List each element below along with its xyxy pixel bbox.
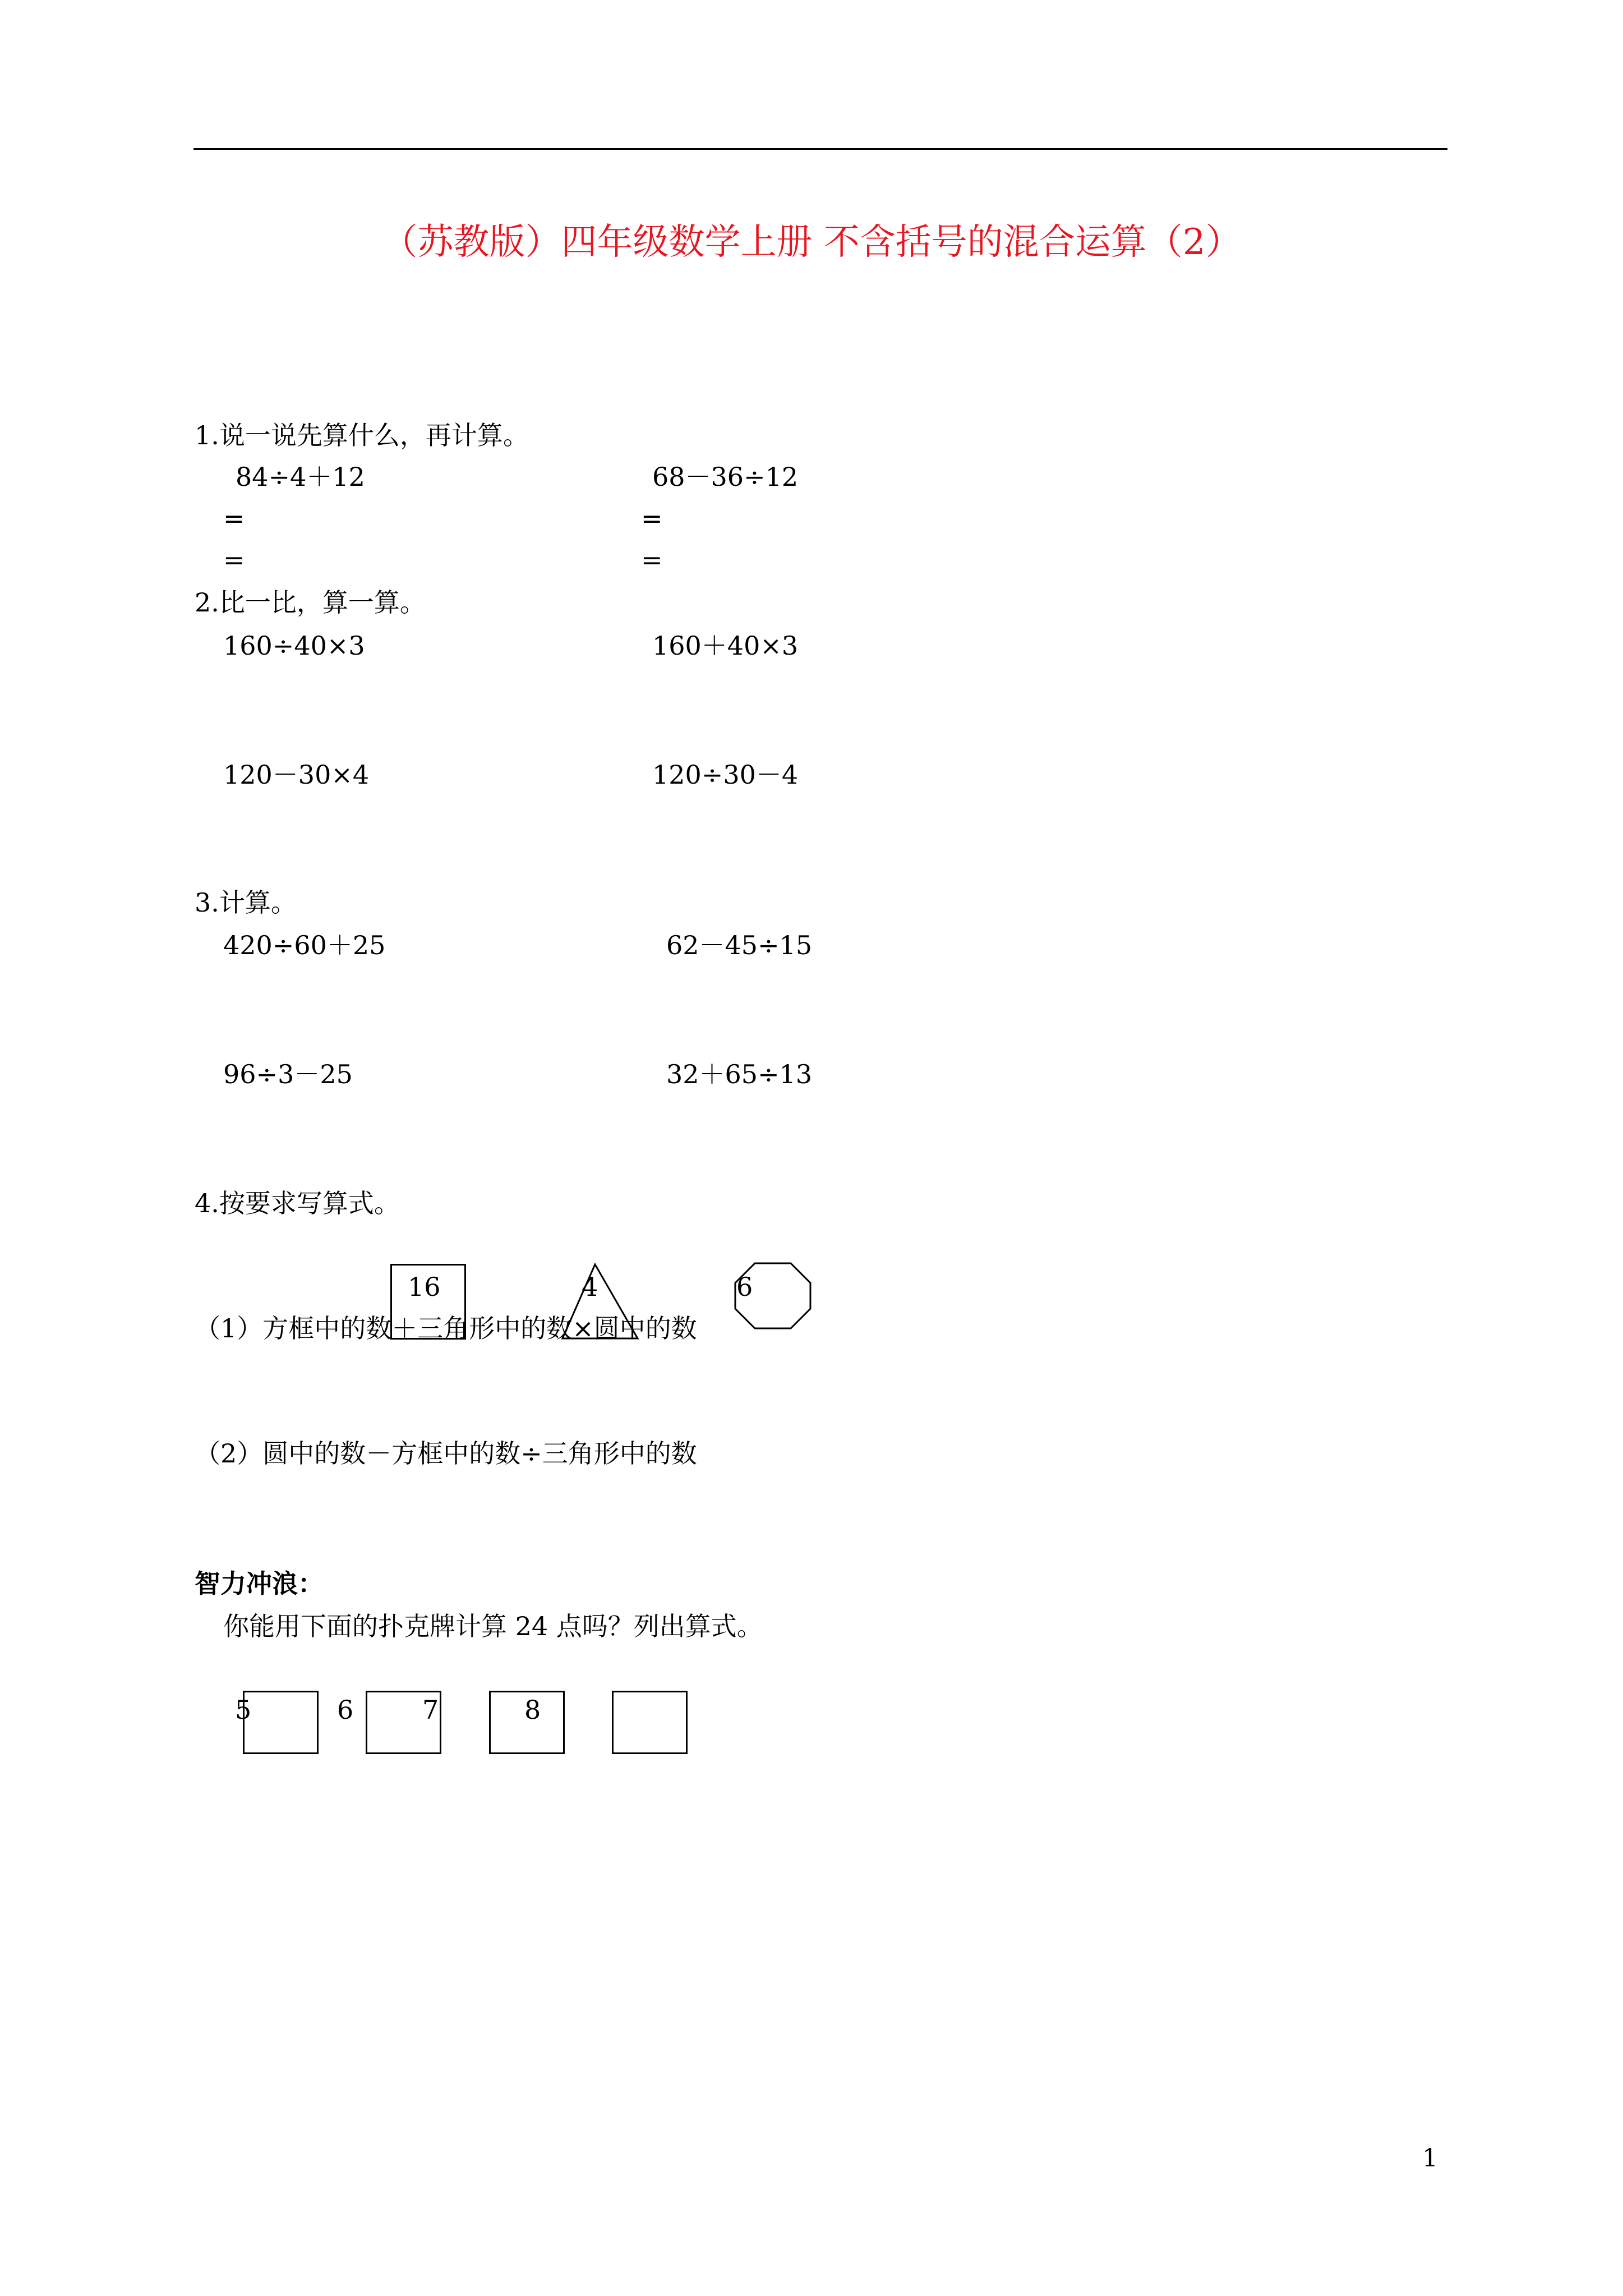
card-box-1 — [243, 1691, 319, 1754]
q3-heading: 3.计算。 — [195, 887, 297, 918]
q1-heading: 1.说一说先算什么，再计算。 — [195, 420, 529, 450]
q2-expr-r1-left: 160÷40×3 — [223, 631, 365, 661]
q1-left-eq-1: = — [223, 503, 245, 533]
q2-expr-r1-right: 160＋40×3 — [652, 631, 799, 661]
worksheet-title: （苏教版）四年级数学上册 不含括号的混合运算（2） — [381, 222, 1242, 263]
bonus-heading: 智力冲浪： — [195, 1568, 324, 1599]
q4-part2: （2）圆中的数－方框中的数÷三角形中的数 — [195, 1438, 697, 1469]
card-value-1: 5 — [235, 1695, 252, 1725]
header-rule — [193, 148, 1447, 150]
q3-expr-r1-right: 62－45÷15 — [666, 930, 813, 960]
card-value-3: 7 — [422, 1695, 439, 1725]
q4-part1: （1）方框中的数＋三角形中的数×圆中的数 — [195, 1313, 697, 1343]
bonus-prompt: 你能用下面的扑克牌计算 24 点吗？列出算式。 — [223, 1611, 763, 1641]
q2-expr-r2-right: 120÷30－4 — [652, 760, 799, 790]
q1-expr-left: 84÷4＋12 — [236, 462, 365, 492]
q1-expr-right: 68－36÷12 — [652, 462, 799, 492]
triangle-value: 4 — [582, 1272, 598, 1302]
circle-value: 6 — [736, 1272, 753, 1302]
q3-expr-r2-left: 96÷3－25 — [223, 1059, 353, 1089]
q2-heading: 2.比一比，算一算。 — [195, 587, 426, 618]
square-value: 16 — [408, 1272, 441, 1302]
q3-expr-r2-right: 32＋65÷13 — [666, 1059, 813, 1089]
q3-expr-r1-left: 420÷60＋25 — [223, 930, 386, 960]
q2-expr-r2-left: 120－30×4 — [223, 760, 370, 790]
card-value-2: 6 — [337, 1695, 354, 1725]
q1-left-eq-2: = — [223, 545, 245, 575]
card-value-4: 8 — [524, 1695, 541, 1725]
q1-right-eq-1: = — [641, 503, 663, 533]
page-number: 1 — [1422, 2144, 1438, 2173]
card-box-4 — [612, 1691, 688, 1754]
q1-right-eq-2: = — [641, 545, 663, 575]
q4-heading: 4.按要求写算式。 — [195, 1188, 400, 1218]
